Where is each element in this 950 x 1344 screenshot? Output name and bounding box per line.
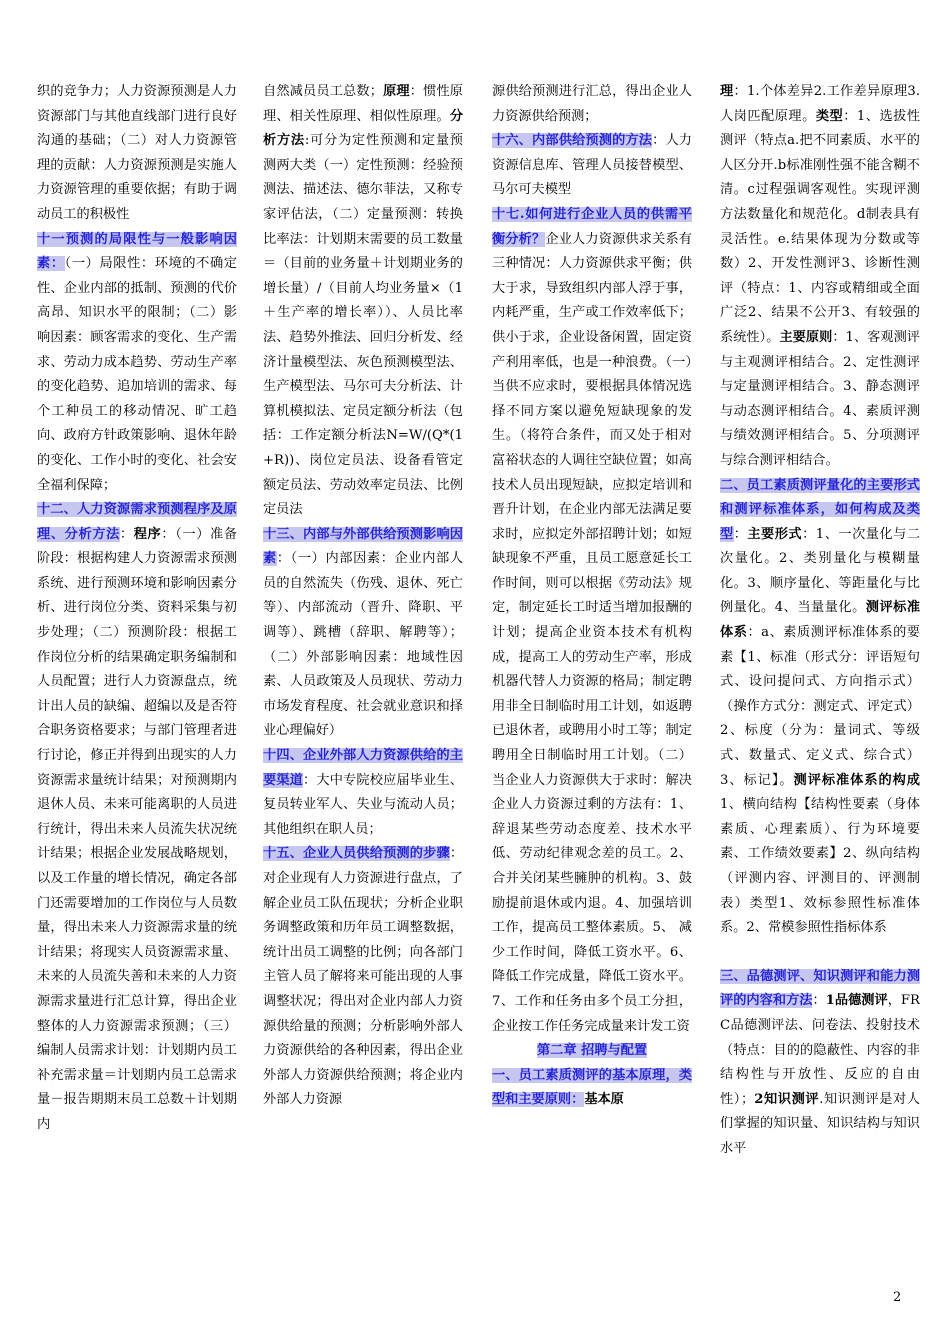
paragraph: 源供给预测进行汇总，得出企业人力资源供给预测； bbox=[492, 84, 692, 124]
bold-label: 1品德测评 bbox=[825, 993, 888, 1009]
section-heading: 二、员工素质测评量化的主要形式和测评标准体系，如何构成及类型 bbox=[720, 477, 920, 542]
bold-label: 主要原则 bbox=[779, 329, 833, 345]
chapter-title: 第二章 招聘与配置 bbox=[536, 1043, 648, 1059]
bold-label: 程序 bbox=[133, 526, 162, 542]
section-heading: 十七.如何进行企业人员的供需平衡分析？ bbox=[492, 206, 692, 247]
text-column-2 bbox=[263, 80, 463, 1280]
paragraph: 织的竞争力；人力资源预测是人力资源部门与其他直线部门进行良好沟通的基础；（二）对人力资源管理的贡献：人力资源预测是实施人力资源管理的重要依据；有助于调动员工的积极性 bbox=[37, 84, 237, 222]
spacer bbox=[720, 941, 920, 965]
chapter-section-1 bbox=[492, 1064, 692, 1113]
section-heading: 十三、内部与外部供给预测影响因素 bbox=[263, 526, 463, 567]
bold-label: 分析方法 bbox=[263, 108, 463, 149]
section-13: 十三、内部与外部供给预测影响因素：（一）内部因素：企业内部人员的自然流失（伤残、退休、死亡等）、内部流动（晋升、降职、平调等）、跳槽（辞职、解聘等）；（二）外部影响因素：地域性因素、人员政策及人员现状、劳动力市场发育程度、社会就业意识和择业心理偏好） bbox=[263, 526, 463, 739]
section-16: 十六、内部供给预测的方法：人力资源信息库、管理人员接替模型、马尔可夫模型 bbox=[492, 133, 692, 198]
bold-label: 基本原 bbox=[584, 1092, 624, 1108]
paragraph: 自然减员员工总数；原理：惯性原理、相关性原理、相似性原理。分析方法:可分为定性预测和定量预测两大类（一）定性预测：经验预测法、描述法、德尔菲法，又称专家评估法，（二）定量预测：转换比率法：计划期末需要的员工数量＝（目前的业务量＋计划期业务的增长量）/（目前人均业务量×（1＋生产率的增长率））、人员比率法、趋势外推法、回归分析发、经济计量模型法、灰色预测模型法、生产模型法、马尔可夫分析法、计算机模拟法、定员定额分析法（包括：工作定额分析法N=W/(Q*(1+R))、岗位定员法、设备看管定额定员法、劳动效率定员法、比例定员法 bbox=[263, 84, 463, 518]
bold-label: 原理 bbox=[382, 84, 410, 99]
bold-label: 测评标准体系的构成 bbox=[793, 772, 920, 788]
bold-label: 测评标准体系 bbox=[720, 600, 920, 641]
bold-label: 理 bbox=[720, 84, 734, 99]
section-3: 三、品德测评、知识测评和能力测评的内容和方法：1品德测评，FRC品德测评法、问卷法、投射技术（特点：目的的隐蔽性、内容的非结构性与开放性、反应的自由性）；2知识测评.知识测评是对人们掌握的知识量、知识结构与知识水平 bbox=[720, 968, 920, 1156]
section-heading: 十四、企业外部人力资源供给的主要渠道 bbox=[263, 748, 463, 788]
section-11: 十一预测的局限性与一般影响因素：（一）局限性：环境的不确定性、企业内部的抵制、预测的代价高昂、知识水平的限制；（二）影响因素：顾客需求的变化、生产需求、劳动力成本趋势、劳动生产率的变化趋势、追加培训的需求、每个工种员工的移动情况、旷工趋向、政府方针政策影响、退休年龄的变化、工作小时的变化、社会安全福利保障； bbox=[37, 231, 237, 493]
bold-label: 类型 bbox=[815, 108, 844, 124]
section-heading: 十二、人力资源需求预测程序及原理、分析方法 bbox=[37, 502, 237, 542]
section-heading: 十一预测的局限性与一般影响因素： bbox=[37, 231, 237, 272]
section-heading: 十六、内部供给预测的方法 bbox=[492, 133, 653, 149]
section-2: 二、员工素质测评量化的主要形式和测评标准体系，如何构成及类型：主要形式：1、一次量化与二次量化。2、类别量化与模糊量化。3、顺序量化、等距量化与比例量化。4、当量量化。测评标准体系：a、素质测评标准体系的要素【1、标准（形式分：评语短句式、设问提问式、方向指示式）（操作方式分：测定式、评定式）2、标度（分为：量词式、等级式、数量式、定义式、综合式）3、标记】。测评标准体系的构成1、横向结构【结构性要素（身体素质、心理素质）、行为环境要素、工作绩效要素】2、纵向结构（评测内容、评测目的、评测制表）类型1、效标参照性标准体系。2、常模参照性指标体系 bbox=[720, 477, 920, 936]
section-15: 十五、企业人员供给预测的步骤：对企业现有人力资源进行盘点，了解企业员工队伍现状；分析企业职务调整政策和历年员工调整数据，统计出员工调整的比例；向各部门主管人员了解将来可能出现的人事调整状况；得出对企业内部人力资源供给量的预测；分析影响外部人力资源供给的各种因素，得出企业外部人力资源供给预测；将企业内外部人力资源 bbox=[263, 846, 463, 1108]
section-heading: 十五、企业人员供给预测的步骤 bbox=[263, 846, 450, 862]
bold-label: 2知识测评 bbox=[754, 1091, 820, 1107]
page-number: 2 bbox=[893, 1290, 902, 1305]
section-17: 十七.如何进行企业人员的供需平衡分析？企业人力资源供求关系有三种情况：人力资源供求平衡；供大于求，导致组织内部人浮于事，内耗严重，生产或工作效率低下；供小于求，企业设备闲置，固定资产利用率低，也是一种浪费。（一）当供不应求时，要根据具体情况选择不同方案以避免短缺现象的发生。（将符合条件，而又处于相对富裕状态的人调往空缺位置；如高技术人员出现短缺，应拟定培训和晋升计划，在企业内部无法满足要求时，应拟定外部招聘计划；如短缺现象不严重，且员工愿意延长工作时间，则可以根据《劳动法》规定，制定延长工时适当增加报酬的计划；提高企业资本技术有机构成，提高工人的劳动生产率，形成机器代替人力资源的格局；制定聘用非全日制临时用工计划，如返聘已退休者，或聘用小时工等；制定聘用全日制临时用工计划。（二）当企业人力资源供大于求时：解决企业人力资源过剩的方法有：1、辞退某些劳动态度差、技术水平低、劳动纪律观念差的员工。2、合并关闭某些臃肿的机构。3、鼓励提前退休或内退。4、加强培训工作，提高员工整体素质。5、 减少工作时间，降低工资水平。6、降低工作完成量，降低工资水平。7、工作和任务由多个员工分担，企业按工作任务完成量来计发工资 bbox=[492, 206, 692, 1034]
text-column-4 bbox=[720, 80, 920, 1280]
text-column-1 bbox=[37, 80, 237, 1280]
bold-label: 主要形式 bbox=[747, 526, 803, 542]
text-column-3 bbox=[492, 80, 692, 1280]
section-heading: 三、品德测评、知识测评和能力测评的内容和方法 bbox=[720, 968, 920, 1009]
paragraph: 理：1.个体差异2.工作差异原理3.人岗匹配原理。类型：1、选拔性测评（特点a.把不同素质、水平的人区分开.b标准刚性强不能含糊不清。c过程强调客观性。实现评测方法数量化和规范化。d制表具有灵活性。e.结果体现为分数或等数）2、开发性测评3、诊断性测评（特点：1、内容或精细或全面广泛2、结果不公开3、有较强的系统性）。主要原则：1、客观测评与主观测评相结合。2、定性测评与定量测评相结合。3、静态测评与动态测评相结合。4、素质评测与绩效测评相结合。5、分项测评与综合测评相结合。 bbox=[720, 84, 920, 468]
section-heading: 一、员工素质测评的基本原理，类型和主要原则： bbox=[492, 1067, 692, 1108]
section-14: 十四、企业外部人力资源供给的主要渠道：大中专院校应届毕业生、复员转业军人、失业与流动人员；其他组织在职人员； bbox=[263, 748, 463, 837]
section-12: 十二、人力资源需求预测程序及原理、分析方法：程序：（一）准备阶段：根据构建人力资源需求预测系统、进行预测环境和影响因素分析、进行岗位分类、资料采集与初步处理；（二）预测阶段：根据工作岗位分析的结果确定职务编制和人员配置；进行人力资源盘点，统计出人员的缺编、超编以及是否符合职务资格要求；与部门管理者进行讨论，修正并得到出现实的人力资源需求量统计结果；对预测期内退休人员、未来可能离职的人员进行统计，得出未来人员流失状况统计结果；根据企业发展战略规划，以及工作量的增长情况，确定各部门还需要增加的工作岗位与人员数量，得出未来人力资源需求量的统计结果；将现实人员资源需求量、未来的人员流失善和未来的人力资源需求量进行汇总计算，得出企业整体的人力资源需求预测；（三）编制人员需求计划：计划期内员工补充需求量＝计划期内员工总需求量－报告期期末员工总数＋计划期内 bbox=[37, 502, 237, 1132]
